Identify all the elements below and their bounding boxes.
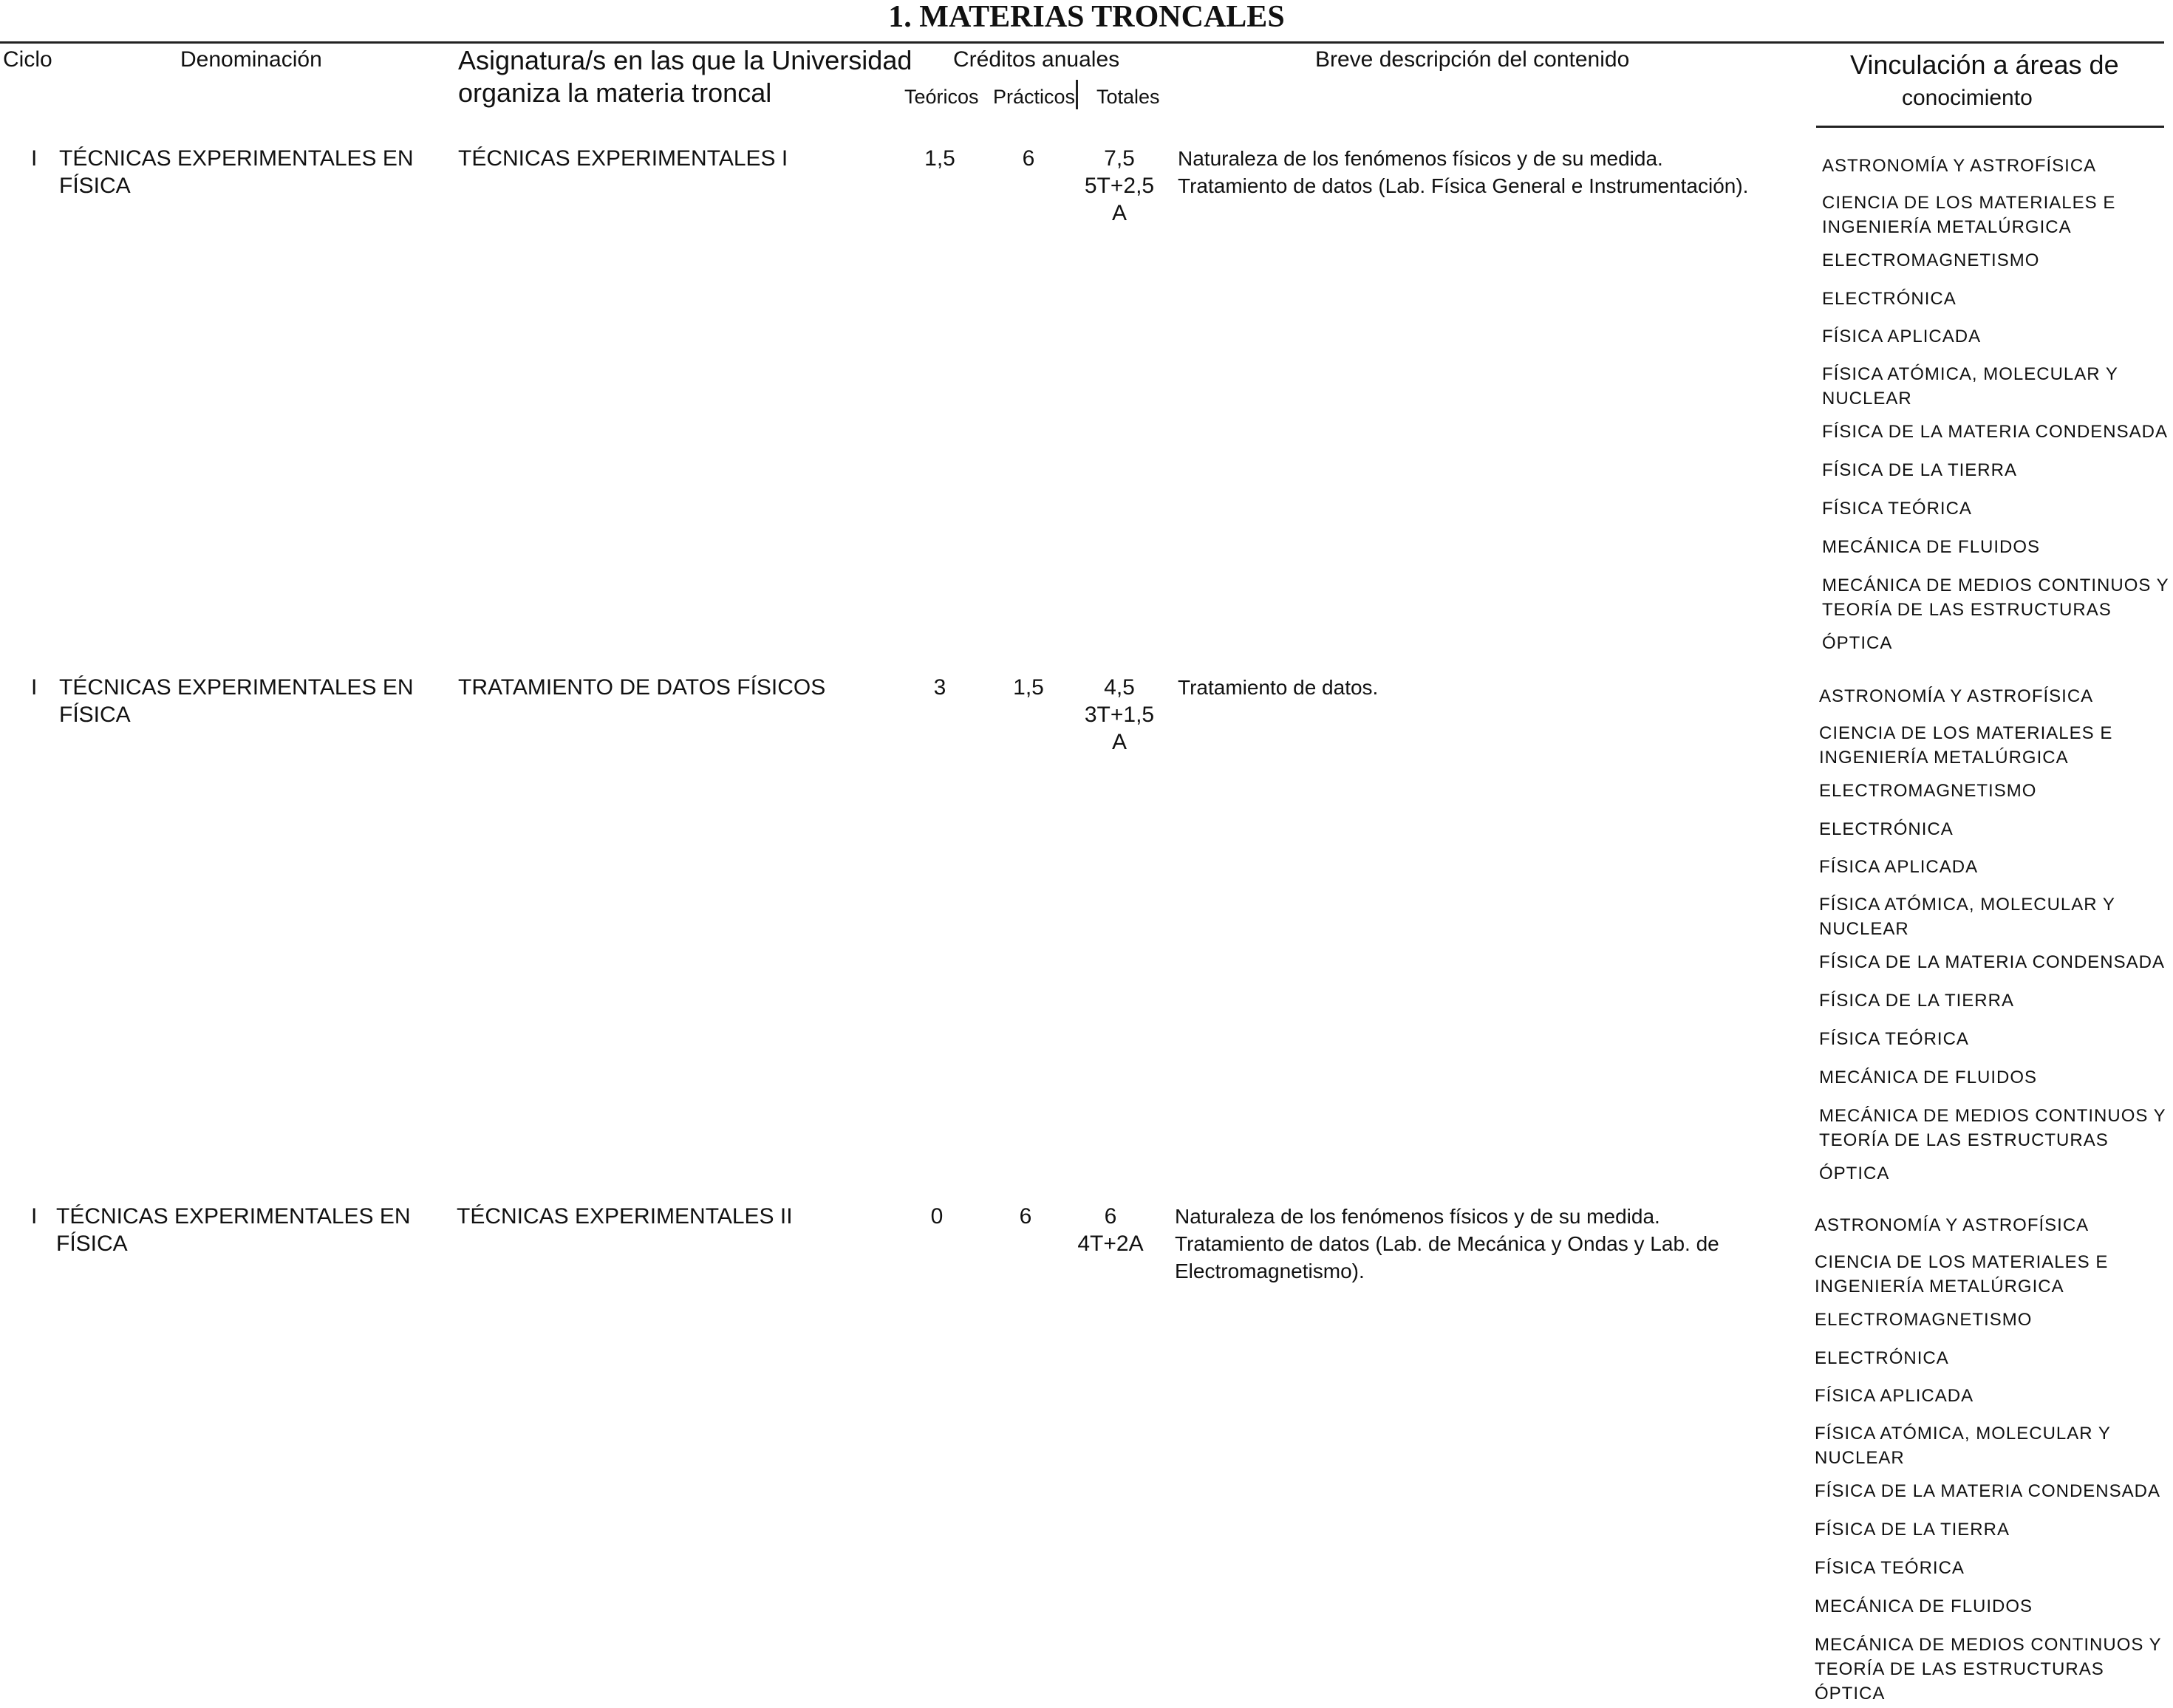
row-area: ELECTRÓNICA xyxy=(1822,289,1957,309)
row-area: FÍSICA APLICADA xyxy=(1822,327,1982,346)
row-teoricos: 0 xyxy=(930,1204,944,1229)
row-area: ELECTROMAGNETISMO xyxy=(1819,781,2037,801)
row-ciclo: I xyxy=(31,1204,38,1229)
row-area: FÍSICA APLICADA xyxy=(1815,1386,1974,1406)
row-denominacion: TÉCNICAS EXPERIMENTALES EN xyxy=(56,1204,411,1229)
row-area: FÍSICA TEÓRICA xyxy=(1815,1558,1965,1578)
row-descripcion: Naturaleza de los fenómenos físicos y de su medida. Tratamiento de datos (Lab. de Mecánica y Ondas y Lab. de Electromagnetismo). xyxy=(1175,1205,1719,1282)
row-area: MECÁNICA DE MEDIOS CONTINUOS Y TEORÍA DE LAS ESTRUCTURAS xyxy=(1815,1635,2162,1679)
row-area: CIENCIA DE LOS MATERIALES E INGENIERÍA METALÚRGICA xyxy=(1819,723,2113,768)
row-area: FÍSICA DE LA MATERIA CONDENSADA xyxy=(1822,422,2168,442)
row-area: FÍSICA ATÓMICA, MOLECULAR Y NUCLEAR xyxy=(1822,364,2118,409)
row-practicos: 6 xyxy=(1022,146,1035,171)
header-practicos: Prácticos xyxy=(993,86,1076,108)
row-totales-suffix: A xyxy=(1111,201,1127,225)
row-denominacion-cont: FÍSICA xyxy=(59,703,131,727)
row-area: CIENCIA DE LOS MATERIALES E INGENIERÍA METALÚRGICA xyxy=(1815,1252,2109,1297)
row-area: MECÁNICA DE FLUIDOS xyxy=(1822,537,2041,557)
row-denominacion: TÉCNICAS EXPERIMENTALES EN xyxy=(59,675,414,700)
row-area: ELECTRÓNICA xyxy=(1819,819,1954,839)
header-teoricos: Teóricos xyxy=(904,86,979,108)
row-totales-split: 4T+2A xyxy=(1077,1232,1144,1256)
row-area: FÍSICA DE LA MATERIA CONDENSADA xyxy=(1815,1481,2160,1501)
row-denominacion: TÉCNICAS EXPERIMENTALES EN xyxy=(59,146,414,171)
header-asignatura-line2: organiza la materia troncal xyxy=(458,78,772,108)
header-ciclo: Ciclo xyxy=(3,47,52,72)
row-asignatura: TRATAMIENTO DE DATOS FÍSICOS xyxy=(458,675,826,700)
header-vinculacion-line2: conocimiento xyxy=(1902,86,2033,110)
header-denominacion: Denominación xyxy=(180,47,322,72)
row-area: MECÁNICA DE FLUIDOS xyxy=(1819,1068,2038,1087)
row-asignatura: TÉCNICAS EXPERIMENTALES II xyxy=(457,1204,793,1229)
row-area: FÍSICA TEÓRICA xyxy=(1822,499,1972,519)
row-area: FÍSICA ATÓMICA, MOLECULAR Y NUCLEAR xyxy=(1815,1424,2111,1468)
row-totales: 4,5 xyxy=(1104,675,1135,700)
row-asignatura: TÉCNICAS EXPERIMENTALES I xyxy=(458,146,788,171)
row-totales-split: 3T+1,5 xyxy=(1084,703,1155,727)
row-area: ÓPTICA xyxy=(1815,1684,1886,1704)
header-totales: Totales xyxy=(1096,86,1160,108)
header-creditos: Créditos anuales xyxy=(953,47,1120,72)
row-area: ASTRONOMÍA Y ASTROFÍSICA xyxy=(1822,156,2097,176)
header-descripcion: Breve descripción del contenido xyxy=(1315,47,1630,72)
row-area: MECÁNICA DE FLUIDOS xyxy=(1815,1596,2033,1616)
row-totales: 6 xyxy=(1104,1204,1117,1229)
page-title: 1. MATERIAS TRONCALES xyxy=(888,0,1285,34)
row-area: FÍSICA DE LA TIERRA xyxy=(1822,460,2017,480)
row-area: MECÁNICA DE MEDIOS CONTINUOS Y TEORÍA DE LAS ESTRUCTURAS xyxy=(1822,575,2169,620)
row-practicos: 6 xyxy=(1019,1204,1032,1229)
row-area: FÍSICA TEÓRICA xyxy=(1819,1029,1969,1049)
row-area: ASTRONOMÍA Y ASTROFÍSICA xyxy=(1815,1215,2090,1235)
header-top-rule xyxy=(0,41,2164,44)
row-teoricos: 1,5 xyxy=(924,146,955,171)
row-area: FÍSICA DE LA TIERRA xyxy=(1815,1520,2010,1540)
row-area: ASTRONOMÍA Y ASTROFÍSICA xyxy=(1819,686,2094,706)
row-totales: 7,5 xyxy=(1104,146,1135,171)
header-credits-divider xyxy=(1076,80,1078,109)
row-teoricos: 3 xyxy=(933,675,946,700)
row-totales-split: 5T+2,5 xyxy=(1084,174,1155,198)
row-area: FÍSICA DE LA MATERIA CONDENSADA xyxy=(1819,952,2165,972)
row-area: ÓPTICA xyxy=(1819,1164,1890,1183)
header-vinculacion-rule xyxy=(1816,126,2164,128)
row-area: FÍSICA APLICADA xyxy=(1819,857,1979,877)
row-ciclo: I xyxy=(31,675,38,700)
row-denominacion-cont: FÍSICA xyxy=(56,1232,128,1256)
row-area: FÍSICA ATÓMICA, MOLECULAR Y NUCLEAR xyxy=(1819,895,2115,939)
row-practicos: 1,5 xyxy=(1013,675,1044,700)
row-descripcion: Tratamiento de datos. xyxy=(1178,676,1379,699)
header-vinculacion-line1: Vinculación a áreas de xyxy=(1850,49,2119,80)
row-denominacion-cont: FÍSICA xyxy=(59,174,131,198)
row-area: FÍSICA DE LA TIERRA xyxy=(1819,991,2014,1011)
header-asignatura-line1: Asignatura/s en las que la Universidad xyxy=(458,45,912,75)
row-descripcion: Naturaleza de los fenómenos físicos y de su medida. Tratamiento de datos (Lab. Física General e Instrumentación). xyxy=(1178,147,1749,197)
row-area: ÓPTICA xyxy=(1822,633,1893,653)
row-ciclo: I xyxy=(31,146,38,171)
row-area: ELECTRÓNICA xyxy=(1815,1348,1949,1368)
row-totales-suffix: A xyxy=(1111,730,1127,754)
row-area: MECÁNICA DE MEDIOS CONTINUOS Y TEORÍA DE LAS ESTRUCTURAS xyxy=(1819,1106,2166,1150)
row-area: CIENCIA DE LOS MATERIALES E INGENIERÍA METALÚRGICA xyxy=(1822,193,2116,237)
row-area: ELECTROMAGNETISMO xyxy=(1822,250,2040,270)
row-area: ELECTROMAGNETISMO xyxy=(1815,1310,2033,1330)
